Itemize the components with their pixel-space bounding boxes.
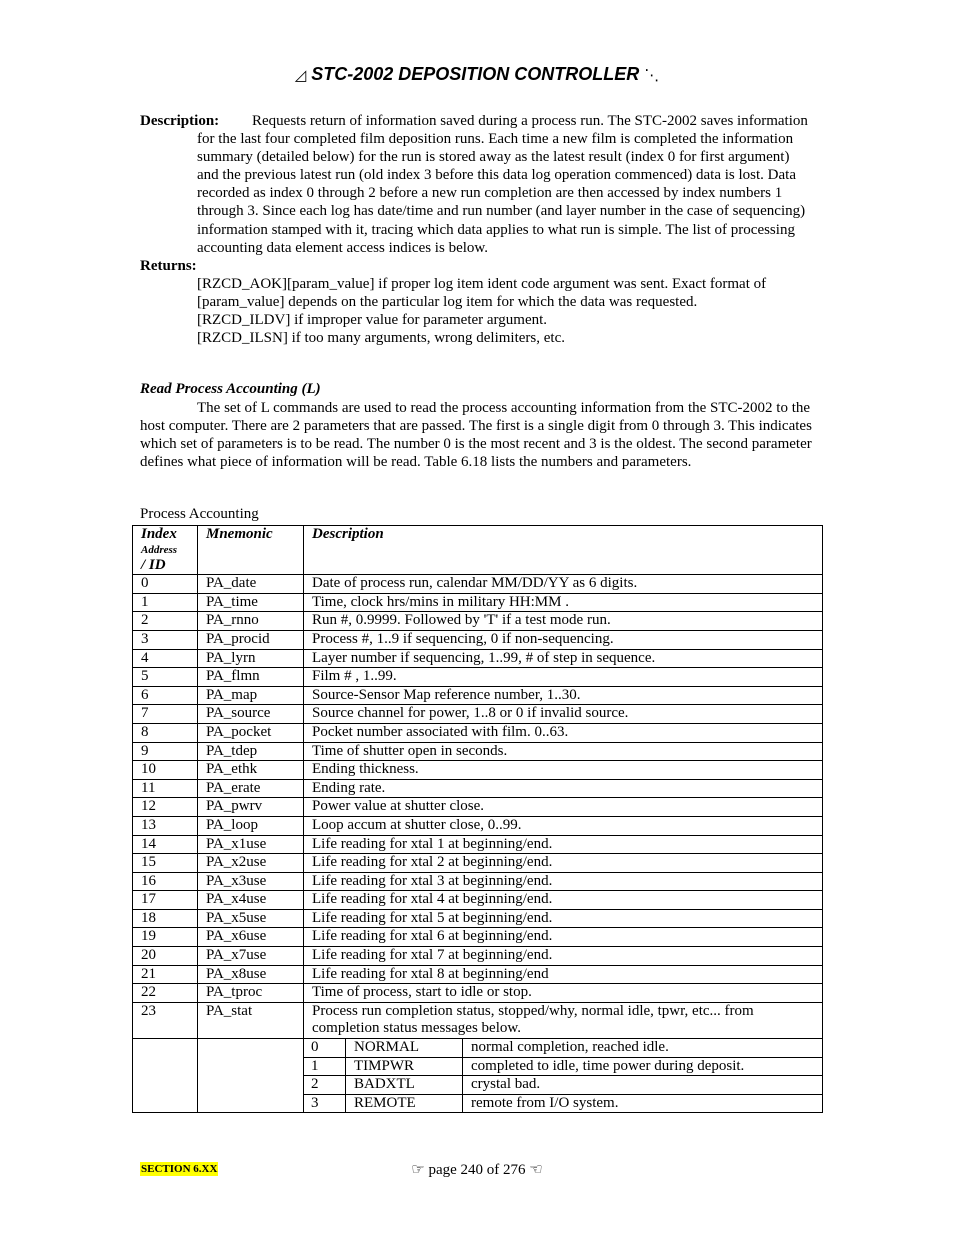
cell-description: Process #, 1..9 if sequencing, 0 if non-sequencing. — [304, 630, 823, 649]
status-name: TIMPWR — [346, 1057, 463, 1076]
status-meaning: crystal bad. — [463, 1076, 823, 1095]
cell-description: Layer number if sequencing, 1..99, # of step in sequence. — [304, 649, 823, 668]
cell-description: Life reading for xtal 3 at beginning/end. — [304, 872, 823, 891]
table-row — [133, 630, 823, 649]
description-paragraph — [140, 112, 812, 257]
cell-index: 5 — [133, 668, 198, 687]
cell-mnemonic: PA_x7use — [198, 947, 304, 966]
table-row — [133, 1002, 823, 1038]
cell-description: Time, clock hrs/mins in military HH:MM . — [304, 593, 823, 612]
status-code: 1 — [304, 1057, 346, 1076]
cell-description: Ending thickness. — [304, 761, 823, 780]
header-mnemonic: Mnemonic — [198, 526, 304, 575]
cell-index: 22 — [133, 984, 198, 1003]
empty-cell — [198, 1039, 304, 1113]
status-meaning: remote from I/O system. — [463, 1094, 823, 1112]
status-code: 0 — [304, 1039, 346, 1057]
cell-mnemonic: PA_date — [198, 575, 304, 594]
cell-index: 16 — [133, 872, 198, 891]
status-code-row — [304, 1076, 822, 1095]
status-codes-table — [304, 1039, 822, 1112]
status-meaning: normal completion, reached idle. — [463, 1039, 823, 1057]
returns-line: [RZCD_AOK][param_value] if proper log item ident code argument was sent. Exact format of [param_value] depends on the particular log item for which the data was requested. — [197, 275, 767, 310]
status-code-row — [304, 1039, 822, 1057]
cell-index: 3 — [133, 630, 198, 649]
cell-description: Life reading for xtal 7 at beginning/end. — [304, 947, 823, 966]
returns-line: [RZCD_ILSN] if too many arguments, wrong delimiters, etc. — [197, 330, 565, 347]
status-codes-row — [133, 1039, 823, 1113]
cell-index: 8 — [133, 723, 198, 742]
table-row — [133, 649, 823, 668]
cell-mnemonic: PA_x1use — [198, 835, 304, 854]
table-row — [133, 723, 823, 742]
cell-index: 17 — [133, 891, 198, 910]
page-number — [0, 1160, 954, 1179]
status-codes-cell — [304, 1039, 823, 1113]
cell-mnemonic: PA_pwrv — [198, 798, 304, 817]
description-block — [140, 112, 812, 347]
cell-mnemonic: PA_erate — [198, 779, 304, 798]
empty-cell — [133, 1039, 198, 1113]
table-row — [133, 835, 823, 854]
cell-index: 23 — [133, 1002, 198, 1038]
cell-mnemonic: PA_time — [198, 593, 304, 612]
cell-mnemonic: PA_x5use — [198, 909, 304, 928]
section-body — [140, 399, 812, 471]
cell-description: Life reading for xtal 5 at beginning/end. — [304, 909, 823, 928]
table-row — [133, 686, 823, 705]
status-code-row — [304, 1094, 822, 1112]
triangle-left-icon: ◿ — [294, 67, 307, 84]
cell-mnemonic: PA_tdep — [198, 742, 304, 761]
cell-description: Loop accum at shutter close, 0..99. — [304, 816, 823, 835]
cell-description: Life reading for xtal 2 at beginning/end. — [304, 854, 823, 873]
table-row — [133, 816, 823, 835]
status-code: 2 — [304, 1076, 346, 1095]
cell-description: Power value at shutter close. — [304, 798, 823, 817]
cell-index: 1 — [133, 593, 198, 612]
table-row — [133, 705, 823, 724]
returns-label: Returns: — [140, 257, 197, 274]
cell-index: 12 — [133, 798, 198, 817]
table-row — [133, 668, 823, 687]
table-row — [133, 593, 823, 612]
cell-mnemonic: PA_tproc — [198, 984, 304, 1003]
description-text: Requests return of information saved during a process run. The STC-2002 saves information for the last four completed film deposition runs. Each time a new film is completed the information summary (detailed below) for the run is stored away as the latest result (index 0 for first argument) and the previous latest run (old index 3 before this data log operation commenced) data is lost. Data recorded as index 0 through 2 before a new run completion are then accessed by index numbers 1 through 3. Since each log has date/time and run number (and layer number in the case of sequencing) information stamped with it, tracing which data applies to what run is simple. The list of processing accounting data element access indices is below. — [197, 113, 808, 256]
cell-index: 18 — [133, 909, 198, 928]
cell-description: Life reading for xtal 1 at beginning/end. — [304, 835, 823, 854]
status-code: 3 — [304, 1094, 346, 1112]
table-row — [133, 872, 823, 891]
section-paragraph: The set of L commands are used to read the process accounting information from the STC-2002 to the host computer. There are 2 parameters that are passed. The first is a single digit from 0 through 3. This indicates which set of parameters is to be read. The number 0 is the most recent and 3 is the oldest. The second parameter defines what piece of information will be read. Table 6.18 lists the numbers and parameters. — [140, 400, 812, 471]
cell-index: 7 — [133, 705, 198, 724]
pointing-right-hand-icon: ☞ — [411, 1162, 425, 1178]
table-row — [133, 965, 823, 984]
table-row — [133, 612, 823, 631]
returns-line: [RZCD_ILDV] if improper value for parameter argument. — [197, 312, 548, 329]
cell-mnemonic: PA_flmn — [198, 668, 304, 687]
cell-mnemonic: PA_map — [198, 686, 304, 705]
cell-mnemonic: PA_stat — [198, 1002, 304, 1038]
cell-index: 21 — [133, 965, 198, 984]
status-name: BADXTL — [346, 1076, 463, 1095]
cell-mnemonic: PA_source — [198, 705, 304, 724]
cell-mnemonic: PA_x4use — [198, 891, 304, 910]
cell-index: 13 — [133, 816, 198, 835]
table-row — [133, 779, 823, 798]
cell-index: 20 — [133, 947, 198, 966]
cell-index: 0 — [133, 575, 198, 594]
cell-index: 14 — [133, 835, 198, 854]
cell-index: 15 — [133, 854, 198, 873]
cell-index: 2 — [133, 612, 198, 631]
table-row — [133, 742, 823, 761]
cell-description: Time of shutter open in seconds. — [304, 742, 823, 761]
status-meaning: completed to idle, time power during deposit. — [463, 1057, 823, 1076]
page-title: STC-2002 DEPOSITION CONTROLLER — [311, 64, 640, 84]
cell-mnemonic: PA_loop — [198, 816, 304, 835]
cell-description: Life reading for xtal 6 at beginning/end. — [304, 928, 823, 947]
cell-mnemonic: PA_pocket — [198, 723, 304, 742]
cell-mnemonic: PA_ethk — [198, 761, 304, 780]
cell-description: Time of process, start to idle or stop. — [304, 984, 823, 1003]
table-row — [133, 928, 823, 947]
cell-index: 9 — [133, 742, 198, 761]
cell-mnemonic: PA_x8use — [198, 965, 304, 984]
description-label: Description: — [140, 113, 220, 129]
header-index — [133, 526, 198, 575]
cell-description: Source-Sensor Map reference number, 1..30. — [304, 686, 823, 705]
table-row — [133, 947, 823, 966]
cell-description: Run #, 0.9999. Followed by 'T' if a test mode run. — [304, 612, 823, 631]
cell-index: 19 — [133, 928, 198, 947]
header-index-sub: Address — [141, 543, 178, 556]
table-caption: Process Accounting — [140, 506, 259, 522]
cell-mnemonic: PA_procid — [198, 630, 304, 649]
table-row — [133, 575, 823, 594]
cell-index: 6 — [133, 686, 198, 705]
header-description: Description — [304, 526, 823, 575]
table-row — [133, 909, 823, 928]
triangle-right-icon: ⋱ — [644, 67, 660, 84]
cell-mnemonic: PA_x6use — [198, 928, 304, 947]
cell-mnemonic: PA_lyrn — [198, 649, 304, 668]
pointing-left-hand-icon: ☜ — [529, 1162, 543, 1178]
cell-description: Film # , 1..99. — [304, 668, 823, 687]
table-row — [133, 854, 823, 873]
table-row — [133, 891, 823, 910]
cell-description: Life reading for xtal 8 at beginning/end — [304, 965, 823, 984]
cell-description: Source channel for power, 1..8 or 0 if invalid source. — [304, 705, 823, 724]
cell-description: Process run completion status, stopped/why, normal idle, tpwr, etc... from completion status messages below. — [304, 1002, 823, 1038]
status-name: NORMAL — [346, 1039, 463, 1057]
section-title: Read Process Accounting (L) — [140, 381, 321, 397]
process-accounting-table — [132, 525, 823, 1113]
page-number-text: page 240 of 276 — [428, 1162, 526, 1178]
cell-description: Ending rate. — [304, 779, 823, 798]
table-body — [133, 575, 823, 1113]
status-name: REMOTE — [346, 1094, 463, 1112]
cell-description: Life reading for xtal 4 at beginning/end. — [304, 891, 823, 910]
table-header-row — [133, 526, 823, 575]
page-header — [0, 64, 954, 85]
header-index-id: / ID — [141, 556, 166, 573]
status-code-row — [304, 1057, 822, 1076]
cell-index: 11 — [133, 779, 198, 798]
table-row — [133, 798, 823, 817]
cell-mnemonic: PA_x3use — [198, 872, 304, 891]
table-row — [133, 984, 823, 1003]
cell-index: 10 — [133, 761, 198, 780]
cell-description: Pocket number associated with film. 0..63. — [304, 723, 823, 742]
header-index-label: Index — [141, 526, 177, 542]
section-tag: SECTION 6.XX — [141, 1163, 218, 1175]
cell-description: Date of process run, calendar MM/DD/YY as 6 digits. — [304, 575, 823, 594]
cell-mnemonic: PA_rnno — [198, 612, 304, 631]
cell-mnemonic: PA_x2use — [198, 854, 304, 873]
table-row — [133, 761, 823, 780]
cell-index: 4 — [133, 649, 198, 668]
